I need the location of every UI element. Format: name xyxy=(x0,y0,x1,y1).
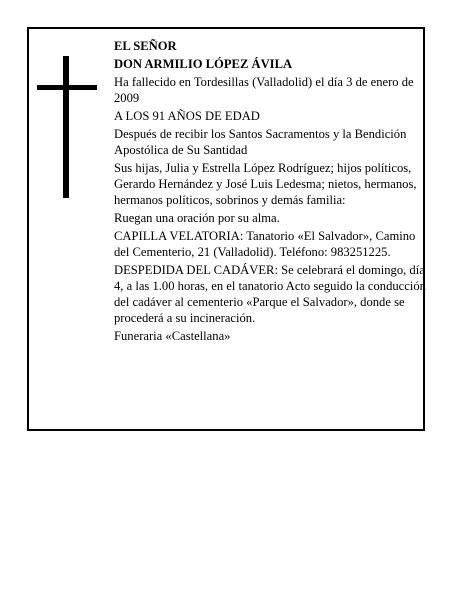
farewell-line: DESPEDIDA DEL CADÁVER: Se celebrará el domingo, día 4, a las 1.00 horas, en el tanatorio Acto seguido la conducción del cadáver al cementerio «Parque el Salvador», donde se procederá a su incineración. xyxy=(114,263,426,325)
family-line: Sus hijas, Julia y Estrella López Rodríguez; hijos políticos, Gerardo Hernández y José Luis Ledesma; nietos, hermanos, hermanos políticos, sobrinos y demás familia: xyxy=(114,161,417,207)
chapel-line: CAPILLA VELATORIA: Tanatorio «El Salvador», Camino del Cementerio, 21 (Valladolid). Teléfono: 983251225. xyxy=(114,229,416,259)
funeral-home-line: Funeraria «Castellana» xyxy=(114,329,231,343)
age-line: A LOS 91 AÑOS DE EDAD xyxy=(114,109,260,123)
death-announcement: Ha fallecido en Tordesillas (Valladolid) el día 3 de enero de 2009 xyxy=(114,75,414,105)
cross-vertical-bar xyxy=(63,56,69,198)
obituary-text-block xyxy=(114,38,426,344)
deceased-name: DON ARMILIO LÓPEZ ÁVILA xyxy=(114,57,293,71)
cross-icon xyxy=(37,56,97,198)
sacraments-line: Después de recibir los Santos Sacramentos y la Bendición Apostólica de Su Santidad xyxy=(114,127,407,157)
cross-horizontal-bar xyxy=(37,85,97,90)
title-line: EL SEÑOR xyxy=(114,39,177,53)
prayer-line: Ruegan una oración por su alma. xyxy=(114,211,280,225)
